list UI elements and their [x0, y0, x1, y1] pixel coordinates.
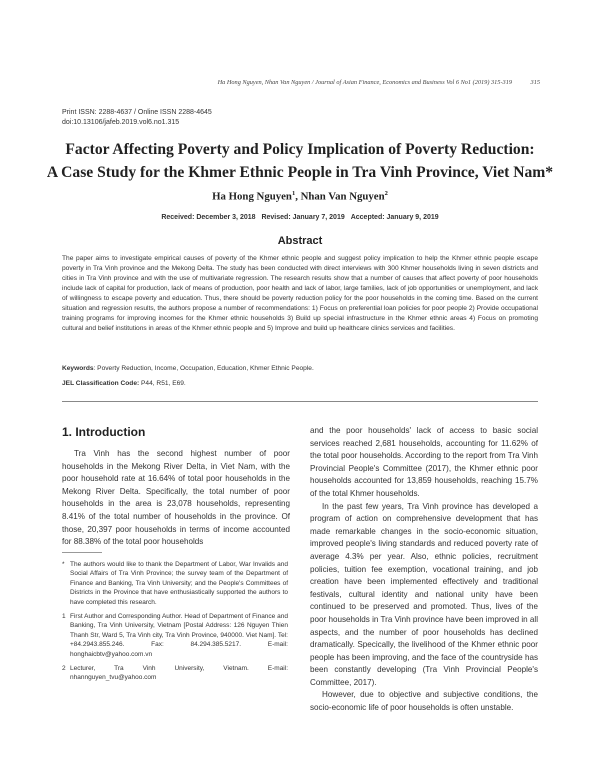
- abstract-heading: Abstract: [277, 235, 323, 247]
- title-line-2: A Case Study for the Khmer Ethnic People in Tra Vinh Province, Viet Nam*: [46, 164, 554, 181]
- running-header: [60, 79, 540, 91]
- footnote-mark: 2: [62, 665, 66, 673]
- revised-date: Revised: January 7, 2019: [261, 214, 345, 221]
- author-2: Nhan Van Nguyen: [300, 190, 385, 203]
- doi-line: doi:10.13106/jafeb.2019.vol6.no1.315: [62, 119, 180, 126]
- footnote-text: The authors would like to thank the Department of Labor, War Invalids and Social Affairs of Tra Vinh Province; the survey team of the Department of Finance and Banking, Tra Vinh University; and the People's Committees of Districts in the Province that have enthusiastically supported the authors to have completed this research.: [70, 561, 288, 606]
- intro-paragraph-2: and the poor households' lack of access to basic social services reached 2,681 households, accounting for 11.62% of the total poor households. According to the report from Tra Vinh Provincial People's Committee (2017), the Khmer ethnic poor households accounted for 13,859 households, reaching 15.7% of the total Khmer households.: [310, 426, 538, 498]
- title-line-1: Factor Affecting Poverty and Policy Implication of Poverty Reduction:: [65, 141, 535, 158]
- paper-title: [40, 138, 560, 184]
- submission-dates: [0, 214, 600, 221]
- running-header-text: Ha Hong Nguyen, Nhan Van Nguyen / Journal of Asian Finance, Economics and Business Vol 6 No1 (2019) 315-319: [217, 79, 512, 86]
- received-date: Received: December 3, 2018: [161, 214, 256, 221]
- intro-paragraph-1: Tra Vinh has the second highest number of poor households in the Mekong River Delta, in Viet Nam, with the poor household rate at 16.64% of total poor households in the Mekong River Delta. Specifically, the total number of poor households in the area is 23,078 households, representing 8.41% of the total number of households in the province. Of those, 20,397 poor households in terms of income accounted for 88.38% of the total poor households: [62, 449, 290, 547]
- intro-paragraph-4: However, due to objective and subjective conditions, the socio-economic life of poor households is often unstable.: [310, 690, 538, 713]
- jel-label: JEL Classification Code:: [62, 380, 140, 387]
- author-1-affiliation: 1: [291, 190, 296, 197]
- introduction-heading: 1. Introduction: [62, 425, 146, 439]
- abstract-body: The paper aims to investigate empirical causes of poverty of the Khmer ethnic people and suggest policy implication to help the Khmer ethnic people escape poverty in Tra Vinh province and the Mekong Delta. The study has been conducted with direct interviews with 300 Khmer households living in seven districts and cities in Tra Vinh province and with the use of multivariate regression. The research results show that a number of causes that affect poverty of poor households include lack of capital for production, lack of means of production, poor health and lack of labor, large families, lack of job opportunities or unemployment, and lack of willingness to escape poverty and education. Thus, there should be poverty reduction policy for the poor households in the coming time. Based on the current situation and regression results, the authors propose a number of recommendations: 1) Focus on preferential loan policies for poor people 2) Provide occupational training programs for improving incomes for the Khmer ethnic households 3) Build up special infrastructure in the Khmer ethnic areas 4) Focus on promoting cultural and belief institutions in areas of the Khmer ethnic people and 5) Improve and build up healthcare clinics services and facilities.: [62, 255, 538, 332]
- accepted-date: Accepted: January 9, 2019: [350, 214, 439, 221]
- keywords-text: : Poverty Reduction, Income, Occupation, Education, Khmer Ethnic People.: [93, 365, 314, 372]
- keywords-label: Keywords: [62, 365, 94, 372]
- jel-codes: [62, 379, 538, 389]
- author-separator: ,: [295, 190, 301, 203]
- right-column: [310, 425, 538, 715]
- footnote: [62, 560, 288, 607]
- footnote: [62, 612, 288, 659]
- author-2-affiliation: 2: [384, 190, 388, 197]
- section-divider: [62, 401, 538, 402]
- jel-text: P44, R51, E69.: [139, 380, 186, 387]
- keywords: [62, 364, 538, 374]
- page-number: 315: [530, 79, 540, 86]
- footnote-mark: 1: [62, 613, 66, 621]
- footnotes: [62, 560, 288, 688]
- left-column: [62, 425, 290, 549]
- footnote-divider: [62, 552, 102, 553]
- footnote-text: First Author and Corresponding Author. Head of Department of Finance and Banking, Tra Vinh University, Vietnam [Postal Address: 126 Nguyen Thien Thanh Str, Ward 5, Tra Vinh city, Tra Vinh Province, 940000. Viet Nam]. Tel: +84.2943.855.246. Fax: 84.294.385.5217. E-mail: honghaicbtv@yahoo.com.vn: [70, 613, 288, 658]
- author-1: Ha Hong Nguyen: [212, 190, 292, 203]
- issn-block: [62, 108, 212, 128]
- author-list: [0, 190, 600, 203]
- footnote-mark: *: [62, 561, 65, 568]
- intro-paragraph-3: In the past few years, Tra Vinh province has developed a program of action on comprehensive development that has made remarkable changes in the socio-economic situation, improved people's living standards and reduced poverty rate of average 4.3% per year. Also, ethnic policies, recruitment policies, tuition fee exemption, vocational training, and job creation have been implemented effectively and traditional festivals, cultural identity and national unity have been continued to be preserved and promoted. Thus, lives of the poor households in Tra Vinh province have been improved in all aspects, and the number of poor households has declined dramatically. Specically, the livelihood of the Khmer ethnic poor people has been improving, and the face of the countryside has been constantly developing (Tra Vinh Provincial People's Committee, 2017).: [310, 501, 538, 687]
- footnote: [62, 664, 288, 683]
- issn-line: Print ISSN: 2288-4637 / Online ISSN 2288-4645: [62, 109, 212, 116]
- footnote-text: Lecturer, Tra Vinh University, Vietnam. E-mail: nhannguyen_tvu@yahoo.com: [70, 665, 288, 682]
